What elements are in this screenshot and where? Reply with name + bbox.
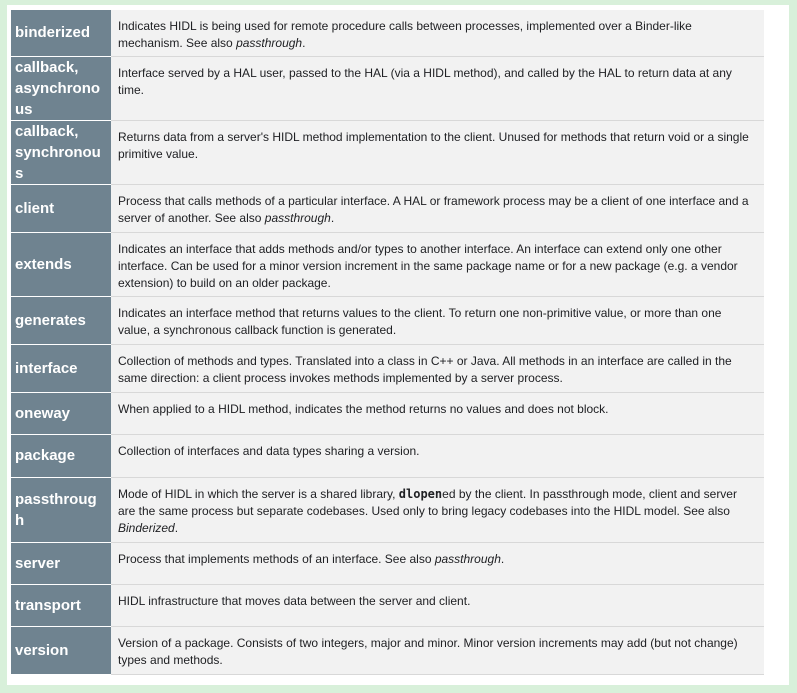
term-package: package (11, 434, 111, 477)
glossary-row-callback-synchronous (11, 120, 764, 184)
definition-extends: Indicates an interface that adds methods and/or types to another interface. An interface can extend only one other interface. Can be used for a minor version increment in the same package name or for a new package (e.g. a vendor extension) to build on an older package. (111, 232, 764, 296)
definition-text: Mode of HIDL in which the server is a shared library, (118, 486, 399, 501)
definition-emphasis: passthrough (264, 210, 331, 225)
glossary-row-client (11, 184, 764, 232)
term-callback-asynchronous: callback, asynchronous (11, 56, 111, 120)
definition-text: Process that implements methods of an interface. See also (118, 551, 435, 566)
definition-emphasis: passthrough (434, 551, 501, 566)
term-generates: generates (11, 296, 111, 344)
term-callback-synchronous: callback, synchronous (11, 120, 111, 184)
definition-text-end: . (174, 520, 179, 535)
glossary-row-passthrough (11, 477, 764, 542)
definition-generates: Indicates an interface method that returns values to the client. To return one non-primitive value, or more than one value, a synchronous callback function is generated. (111, 296, 764, 344)
term-oneway: oneway (11, 392, 111, 434)
definition-text-end: . (302, 36, 306, 50)
definition-passthrough (111, 477, 764, 542)
glossary-row-version (11, 626, 764, 674)
definition-code: dlopen (398, 486, 443, 501)
glossary-row-binderized (11, 10, 764, 56)
glossary-row-server (11, 542, 764, 584)
glossary-row-oneway (11, 392, 764, 434)
definition-package: Collection of interfaces and data types sharing a version. (111, 434, 764, 477)
term-server: server (11, 542, 111, 584)
definition-version: Version of a package. Consists of two integers, major and minor. Minor version increments may add (but not change) types and methods. (111, 626, 764, 674)
definition-server (111, 542, 764, 584)
definition-interface: Collection of methods and types. Translated into a class in C++ or Java. All methods in an interface are called in the same direction: a client process invokes methods implemented by a server process. (111, 344, 764, 392)
glossary-row-package (11, 434, 764, 477)
term-extends: extends (11, 232, 111, 296)
definition-emphasis: passthrough (236, 36, 303, 50)
definition-oneway: When applied to a HIDL method, indicates the method returns no values and does not block. (111, 392, 764, 434)
glossary-row-generates (11, 296, 764, 344)
content-frame (7, 5, 789, 685)
term-binderized: binderized (11, 10, 111, 56)
term-client: client (11, 184, 111, 232)
glossary-table (11, 10, 764, 675)
term-version: version (11, 626, 111, 674)
definition-emphasis: Binderized (118, 520, 175, 535)
glossary-row-callback-asynchronous (11, 56, 764, 120)
definition-callback-asynchronous: Interface served by a HAL user, passed to the HAL (via a HIDL method), and called by the HAL to return data at any time. (111, 56, 764, 120)
glossary-row-interface (11, 344, 764, 392)
glossary-row-transport (11, 584, 764, 626)
definition-text-end: . (500, 551, 505, 566)
term-transport: transport (11, 584, 111, 626)
definition-client (111, 184, 764, 232)
term-passthrough: passthrough (11, 477, 111, 542)
definition-text: Process that calls methods of a particular interface. A HAL or framework process may be a client of one interface and a server of another. See also (118, 193, 749, 225)
definition-text: Indicates HIDL is being used for remote procedure calls between processes, implemented over a Binder-like mechanism. See also (118, 19, 692, 50)
term-interface: interface (11, 344, 111, 392)
glossary-row-extends (11, 232, 764, 296)
definition-binderized (111, 10, 764, 56)
definition-callback-synchronous: Returns data from a server's HIDL method implementation to the client. Unused for methods that return void or a single primitive value. (111, 120, 764, 184)
definition-transport: HIDL infrastructure that moves data between the server and client. (111, 584, 764, 626)
definition-text-middle: ed by the client. In passthrough mode, client and server are the same process but separate codebases. Used only to bring legacy codebases into the HIDL model. See also (118, 486, 737, 518)
definition-text-end: . (330, 210, 335, 225)
